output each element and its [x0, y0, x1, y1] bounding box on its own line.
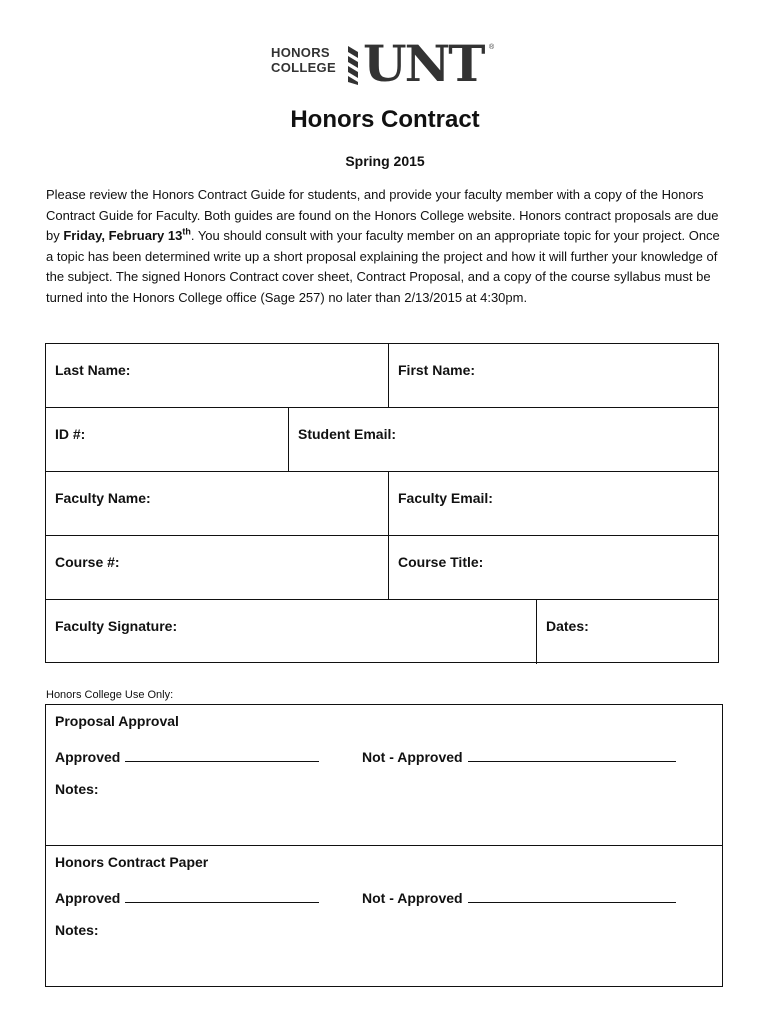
faculty-signature-field[interactable]: [46, 600, 536, 664]
due-date: Friday, February 13: [63, 228, 183, 243]
proposal-approved-blank[interactable]: [125, 747, 319, 762]
registered-mark: ®: [489, 44, 495, 51]
intro-text-end: . You should consult with your faculty member on an appropriate topic for your project. Once a topic has been determined write up a short proposal explaining the project and how it will further your knowledge of the subject. The signed Honors Contract cover sheet, Contract Proposal, and a copy of the course syllabus must be turned into the Honors College office (Sage 257) no later than 2/13/2015 at 4:30pm.: [46, 228, 720, 305]
intro-text-start: Please review the Honors Contract Guide for students, and provide your faculty member with a copy of the Honors Contract Guide for Faculty. Both guides are found on the Honors College website. Honors contract proposals are due by: [46, 187, 719, 243]
unt-honors-college-logo: [271, 34, 501, 93]
logo-college-name: [271, 45, 336, 75]
course-title-label: Course Title:: [398, 554, 484, 570]
faculty-name-field[interactable]: [46, 472, 388, 535]
office-use-box: [45, 704, 723, 987]
form-row-id: [46, 408, 718, 472]
form-row-course: [46, 536, 718, 600]
paper-approved-blank[interactable]: [125, 888, 319, 903]
dates-label: Dates:: [546, 618, 589, 634]
course-title-field[interactable]: [388, 536, 718, 599]
paper-notes-label: Notes:: [55, 922, 99, 938]
proposal-approval-title: Proposal Approval: [55, 713, 179, 729]
student-email-label: Student Email:: [298, 426, 397, 442]
student-email-field[interactable]: [288, 408, 718, 471]
paper-not-approved-blank[interactable]: [468, 888, 676, 903]
student-info-form: [45, 343, 719, 663]
id-label: ID #:: [55, 426, 86, 442]
course-number-label: Course #:: [55, 554, 120, 570]
form-row-name: [46, 344, 718, 408]
last-name-field[interactable]: [46, 344, 388, 407]
paper-approved-line[interactable]: [55, 888, 319, 906]
contract-paper-title: Honors Contract Paper: [55, 854, 209, 870]
logo-line-college: COLLEGE: [271, 60, 336, 75]
due-date-suffix: th: [182, 226, 191, 237]
proposal-not-approved-line[interactable]: [362, 747, 676, 765]
instructions-paragraph: [46, 185, 726, 308]
first-name-label: First Name:: [398, 362, 476, 378]
form-row-signature: [46, 600, 718, 664]
paper-not-approved-label: Not - Approved: [362, 890, 463, 906]
faculty-email-field[interactable]: [388, 472, 718, 535]
proposal-notes-label: Notes:: [55, 781, 99, 797]
last-name-label: Last Name:: [55, 362, 131, 378]
first-name-field[interactable]: [388, 344, 718, 407]
form-row-faculty: [46, 472, 718, 536]
proposal-approved-line[interactable]: [55, 747, 319, 765]
proposal-not-approved-blank[interactable]: [468, 747, 676, 762]
eagle-mark-icon: [346, 44, 360, 86]
office-use-label: Honors College Use Only:: [46, 689, 174, 701]
term-label: Spring 2015: [345, 153, 425, 169]
id-field[interactable]: [46, 408, 288, 471]
dates-field[interactable]: [536, 600, 718, 664]
logo-unt-wordmark: UNT: [363, 34, 484, 93]
paper-approved-label: Approved: [55, 890, 121, 906]
proposal-approved-label: Approved: [55, 749, 121, 765]
logo-line-honors: HONORS: [271, 45, 330, 60]
paper-not-approved-line[interactable]: [362, 888, 676, 906]
contract-paper-section: [46, 846, 722, 987]
proposal-not-approved-label: Not - Approved: [362, 749, 463, 765]
faculty-email-label: Faculty Email:: [398, 490, 493, 506]
proposal-approval-section: [46, 705, 722, 846]
faculty-signature-label: Faculty Signature:: [55, 618, 178, 634]
course-number-field[interactable]: [46, 536, 388, 599]
faculty-name-label: Faculty Name:: [55, 490, 151, 506]
page-title: Honors Contract: [290, 106, 480, 133]
